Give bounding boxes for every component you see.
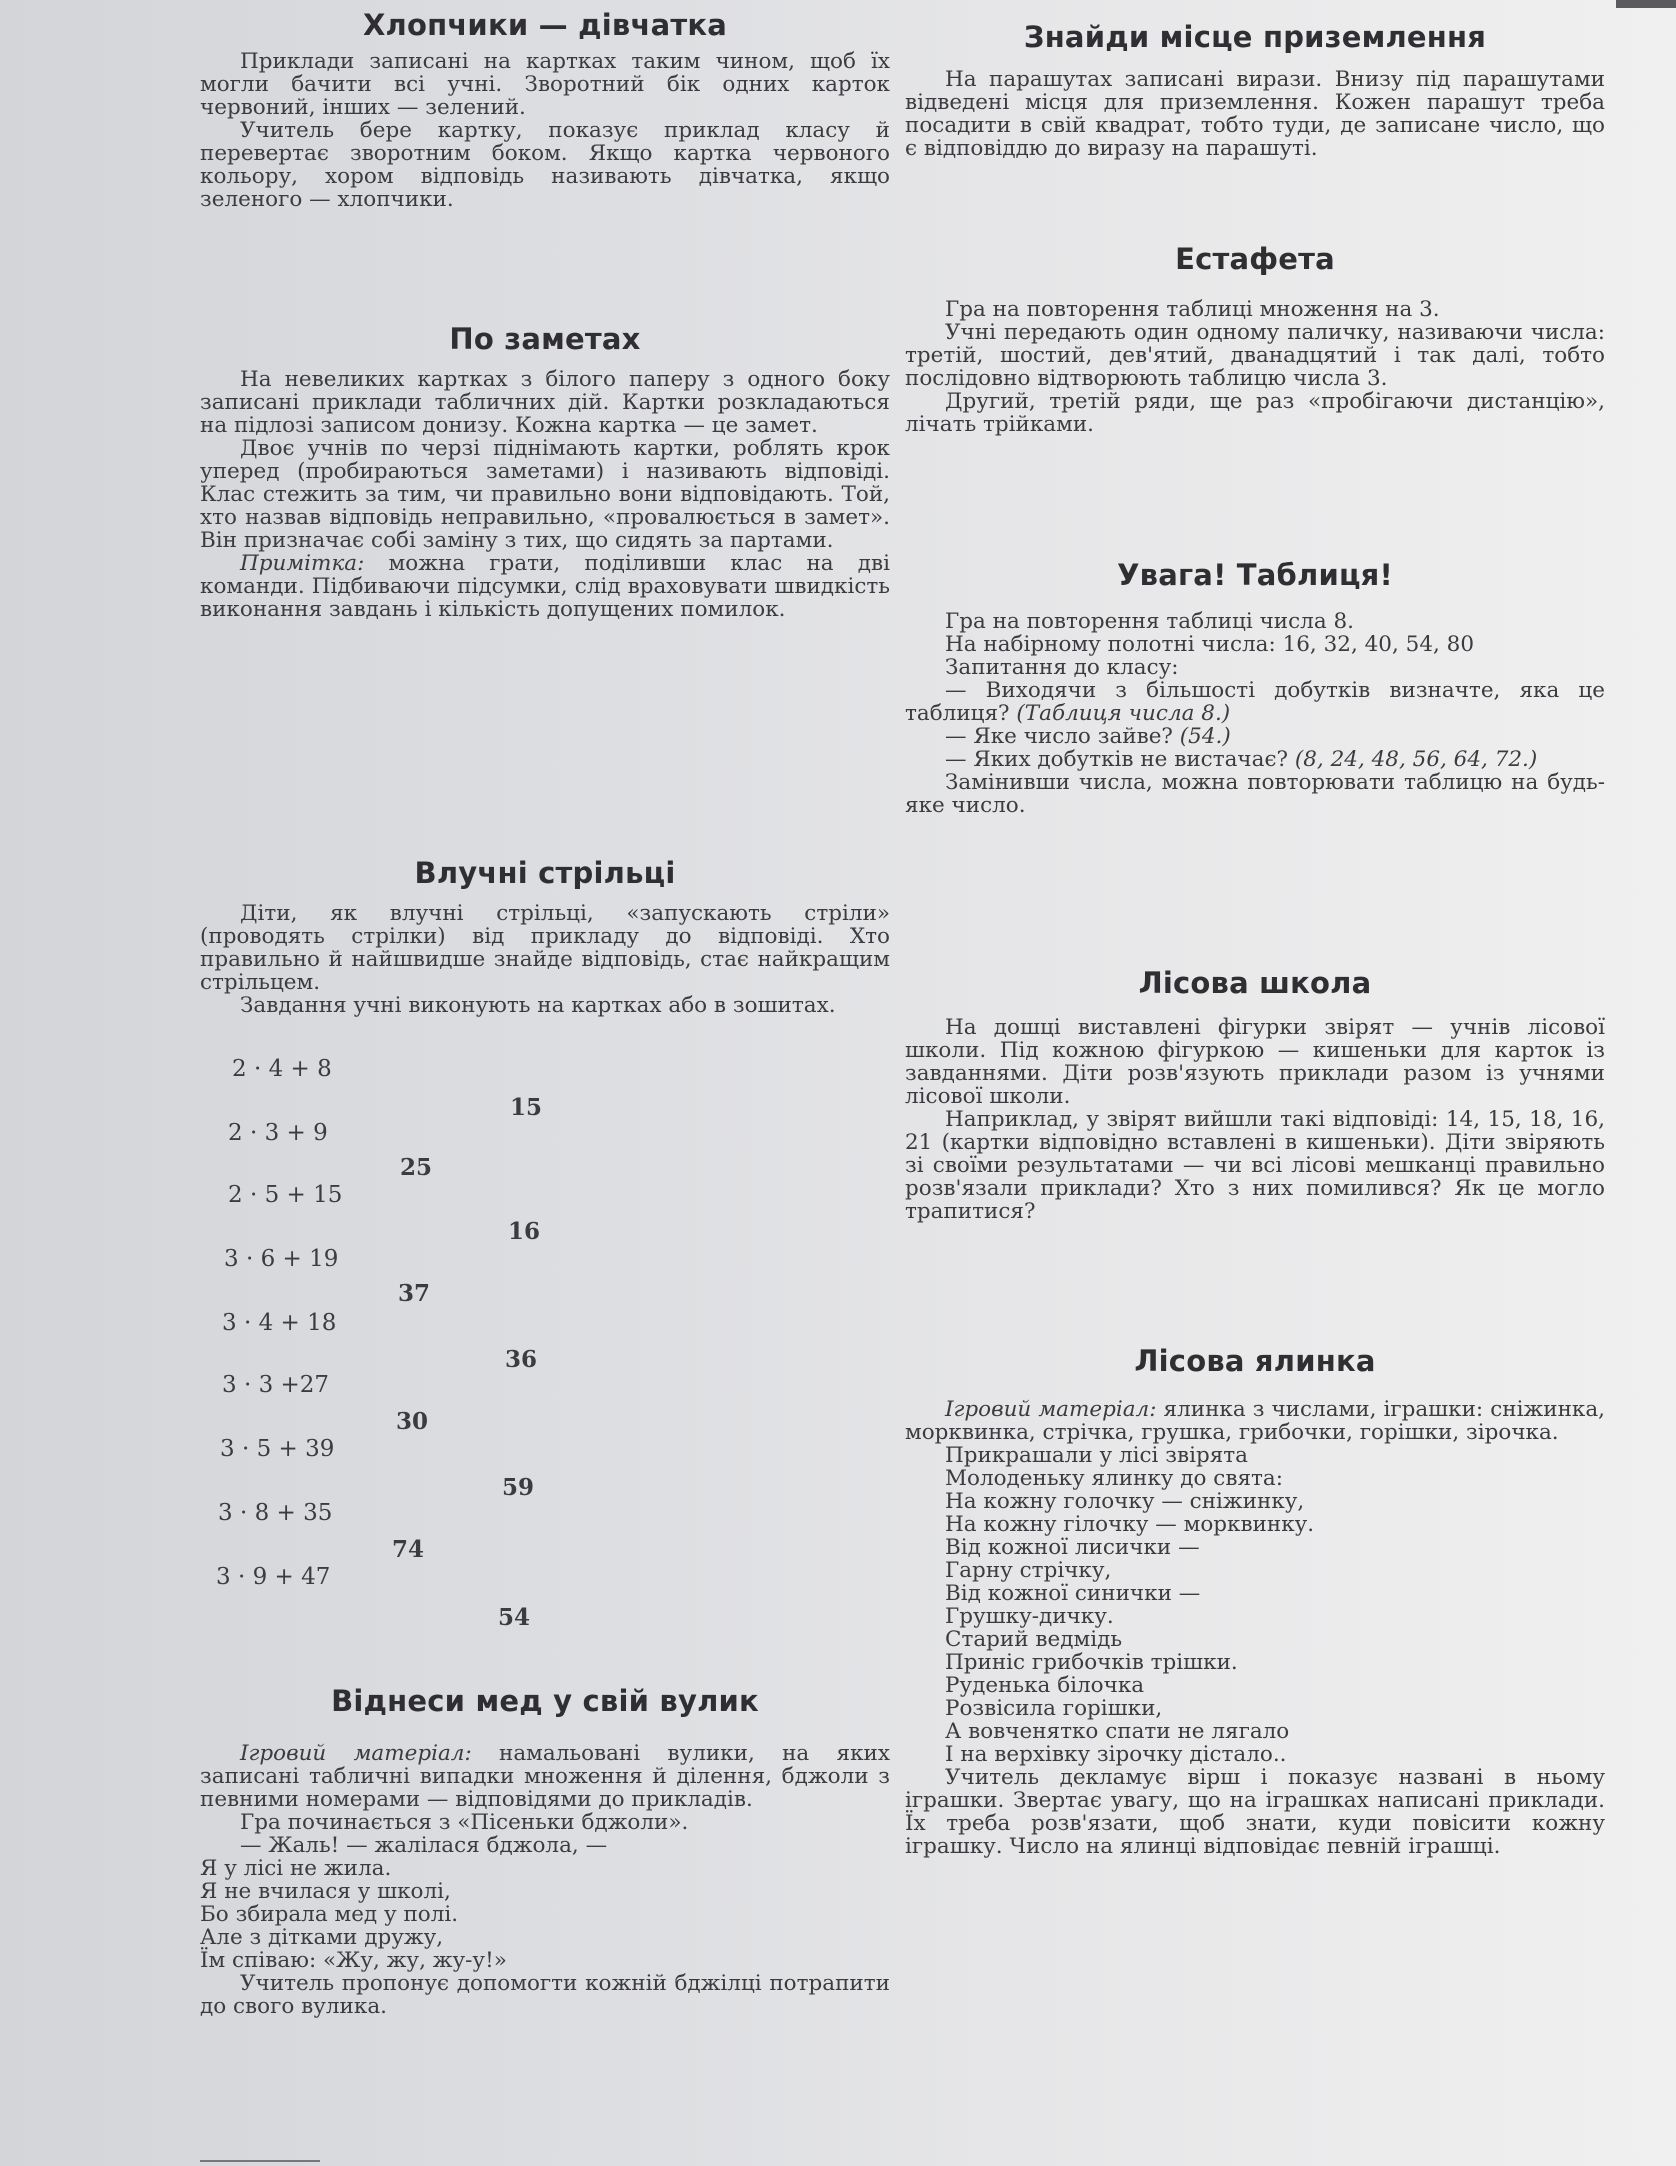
verse-line: Їм співаю: «Жу, жу, жу-у!» — [200, 1948, 507, 1973]
section-body — [200, 368, 890, 621]
section-title: По заметах — [449, 322, 641, 356]
answer: 15 — [510, 1094, 543, 1121]
verse-line: Гра починається з «Пісеньки бджоли». — [240, 1810, 689, 1835]
expression: 3 · 3 +27 — [222, 1372, 330, 1398]
verse-line: І на верхівку зірочку дістало.. — [945, 1742, 1287, 1767]
question — [905, 725, 1605, 748]
section-title: Увага! Таблиця! — [1117, 558, 1393, 592]
expression: 2 · 5 + 15 — [228, 1182, 343, 1208]
section-body — [905, 1398, 1605, 1858]
section-body — [905, 610, 1605, 817]
material-text: ялинка з числами, іграшки: сніжинка, морквинка, стрічка, грушка, грибочки, горішки, зірочка. — [905, 1397, 1605, 1445]
verse-line: Грушку-дичку. — [945, 1604, 1114, 1629]
paragraph: Запитання до класу: — [945, 655, 1179, 680]
paragraph: Двоє учнів по черзі піднімають картки, роблять крок уперед (пробираються заметами) і називають відповіді. Клас стежить за тим, чи правильно вони відповідають. Той, хто назвав відповідь неправильно, «провалюється в замет». Він призначає собі заміну з тих, що сидять за партами. — [200, 436, 890, 553]
section-body — [905, 1016, 1605, 1223]
verse-line: Прикрашали у лісі звірята — [945, 1443, 1249, 1468]
paragraph: Учитель пропонує допомогти кожній бджілці потрапити до свого вулика. — [200, 1971, 890, 2019]
expression: 3 · 4 + 18 — [222, 1310, 337, 1336]
answer: 54 — [498, 1604, 531, 1631]
question — [905, 748, 1605, 771]
expression: 3 · 5 + 39 — [220, 1436, 335, 1462]
answer-text: (54.) — [1179, 724, 1231, 749]
section-title: Знайди місце приземлення — [1023, 20, 1487, 54]
verse-line: Руденька білочка — [945, 1673, 1145, 1698]
section-body — [905, 68, 1605, 160]
answer: 36 — [505, 1346, 538, 1373]
section-body — [200, 1742, 890, 2018]
section-title: Віднеси мед у свій вулик — [331, 1684, 759, 1718]
paragraph: На парашутах записані вирази. Внизу під парашутами відведені місця для приземлення. Кожен парашут треба посадити в свій квадрат, тобто туди, де записане число, що є відповіддю до виразу на парашуті. — [905, 67, 1605, 161]
paragraph: На невеликих картках з білого паперу з одного боку записані приклади табличних дій. Картки розкладаються на підлозі записом донизу. Кожна картка — це замет. — [200, 367, 890, 438]
question-text: — Яких добутків не вистачає? — [945, 747, 1295, 772]
section-title: Влучні стрільці — [414, 856, 676, 890]
paragraph: Другий, третій ряди, ще раз «пробігаючи дистанцію», лічать трійками. — [905, 389, 1605, 437]
section-body — [200, 902, 890, 1017]
verse-line: Я у лісі не жила. — [200, 1856, 392, 1881]
question — [905, 679, 1605, 725]
footer-rule — [200, 2160, 320, 2162]
material-label: Ігровий матеріал: — [240, 1741, 472, 1766]
answer: 25 — [400, 1154, 433, 1181]
verse-line: Старий ведмідь — [945, 1627, 1123, 1652]
section-body — [200, 50, 890, 211]
paragraph: Гра на повторення таблиці числа 8. — [945, 609, 1354, 634]
verse-line: Молоденьку ялинку до свята: — [945, 1466, 1283, 1491]
page-corner-mark — [1616, 0, 1676, 8]
expression: 2 · 3 + 9 — [228, 1120, 328, 1146]
paragraph: Учитель бере картку, показує приклад класу й перевертає зворотним боком. Якщо картка червоного кольору, хором відповідь називають дівчатка, якщо зеленого — хлопчики. — [200, 118, 890, 212]
answer: 59 — [502, 1474, 535, 1501]
verse-line: Розвісила горішки, — [945, 1696, 1163, 1721]
paragraph: Гра на повторення таблиці множення на 3. — [945, 297, 1440, 322]
answer-text: (8, 24, 48, 56, 64, 72.) — [1294, 747, 1538, 772]
paragraph-material — [200, 1742, 890, 1811]
paragraph: Діти, як влучні стрільці, «запускають стріли» (проводять стрілки) від прикладу до відповіді. Хто правильно й найшвидше знайде відповідь, стає найкращим стрільцем. — [200, 901, 890, 995]
note-label: Примітка: — [240, 551, 365, 576]
material-label: Ігровий матеріал: — [945, 1397, 1157, 1422]
verse-line: На кожну гілочку — морквинку. — [945, 1512, 1315, 1537]
question-text: — Яке число зайве? — [945, 724, 1180, 749]
question-text: — Виходячи з більшості добутків визначте, яка це таблиця? — [905, 678, 1605, 726]
paragraph-material — [905, 1398, 1605, 1444]
section-title: Естафета — [1175, 242, 1335, 276]
verse-line: На кожну голочку — сніжинку, — [945, 1489, 1305, 1514]
answer: 30 — [396, 1408, 429, 1435]
section-body — [905, 298, 1605, 436]
verse-line: Гарну стрічку, — [945, 1558, 1112, 1583]
answer: 16 — [508, 1218, 541, 1245]
verse-line: Приніс грибочків трішки. — [945, 1650, 1238, 1675]
verse-line: Від кожної лисички — — [945, 1535, 1200, 1560]
verse-line: Від кожної синички — — [945, 1581, 1201, 1606]
paragraph: На дошці виставлені фігурки звірят — учнів лісової школи. Під кожною фігуркою — кишеньки для карток із завданнями. Діти розв'язують приклади разом із учнями лісової школи. — [905, 1015, 1605, 1109]
verse-line: Я не вчилася у школі, — [200, 1879, 451, 1904]
section-title: Лісова школа — [1138, 966, 1372, 1000]
note-text: можна грати, поділивши клас на дві команди. Підбиваючи підсумки, слід враховувати швидкість виконання завдань і кількість допущених помилок. — [200, 551, 890, 622]
verse-line: Але з дітками дружу, — [200, 1925, 444, 1950]
expression: 3 · 6 + 19 — [224, 1246, 339, 1272]
expression: 3 · 8 + 35 — [218, 1500, 333, 1526]
verse-line: Бо збирала мед у полі. — [200, 1902, 459, 1927]
paragraph: Наприклад, у звірят вийшли такі відповіді: 14, 15, 18, 16, 21 (картки відповідно вставлені в кишеньки). Діти звіряють зі своїми результатами — чи всі лісові мешканці правильно розв'язали приклади? Хто з них помилився? Як це могло трапитися? — [905, 1107, 1605, 1224]
section-title: Хлопчики — дівчатка — [362, 8, 728, 42]
expression: 3 · 9 + 47 — [216, 1564, 331, 1590]
answer-text: (Таблиця числа 8.) — [1016, 701, 1231, 726]
paragraph: Завдання учні виконують на картках або в зошитах. — [240, 993, 836, 1018]
verse-line: — Жаль! — жалілася бджола, — — [240, 1833, 608, 1858]
paragraph: Замінивши числа, можна повторювати таблицю на будь-яке число. — [905, 770, 1605, 818]
expression: 2 · 4 + 8 — [232, 1056, 332, 1082]
paragraph: На набірному полотні числа: 16, 32, 40, 54, 80 — [945, 632, 1475, 657]
paragraph: Приклади записані на картках таким чином, щоб їх могли бачити всі учні. Зворотний бік одних карток червоний, інших — зелений. — [200, 49, 890, 120]
paragraph: Учні передають один одному паличку, називаючи числа: третій, шостий, дев'ятий, дванадцятий і так далі, тобто послідовно відтворюють таблицю числа 3. — [905, 320, 1605, 391]
verse-line: А вовченятко спати не лягало — [945, 1719, 1290, 1744]
answer: 37 — [398, 1280, 431, 1307]
paragraph: Учитель декламує вірш і показує названі в ньому іграшки. Звертає увагу, що на іграшках написані приклади. Їх треба розв'язати, щоб знати, куди повісити кожну іграшку. Число на ялинці відповідає певній іграшці. — [905, 1765, 1605, 1859]
paragraph-note — [200, 552, 890, 621]
answer: 74 — [392, 1536, 425, 1563]
material-text: намальовані вулики, на яких записані табличні випадки множення й ділення, бджоли з певними номерами — відповідями до прикладів. — [200, 1741, 890, 1812]
section-title: Лісова ялинка — [1134, 1344, 1376, 1378]
